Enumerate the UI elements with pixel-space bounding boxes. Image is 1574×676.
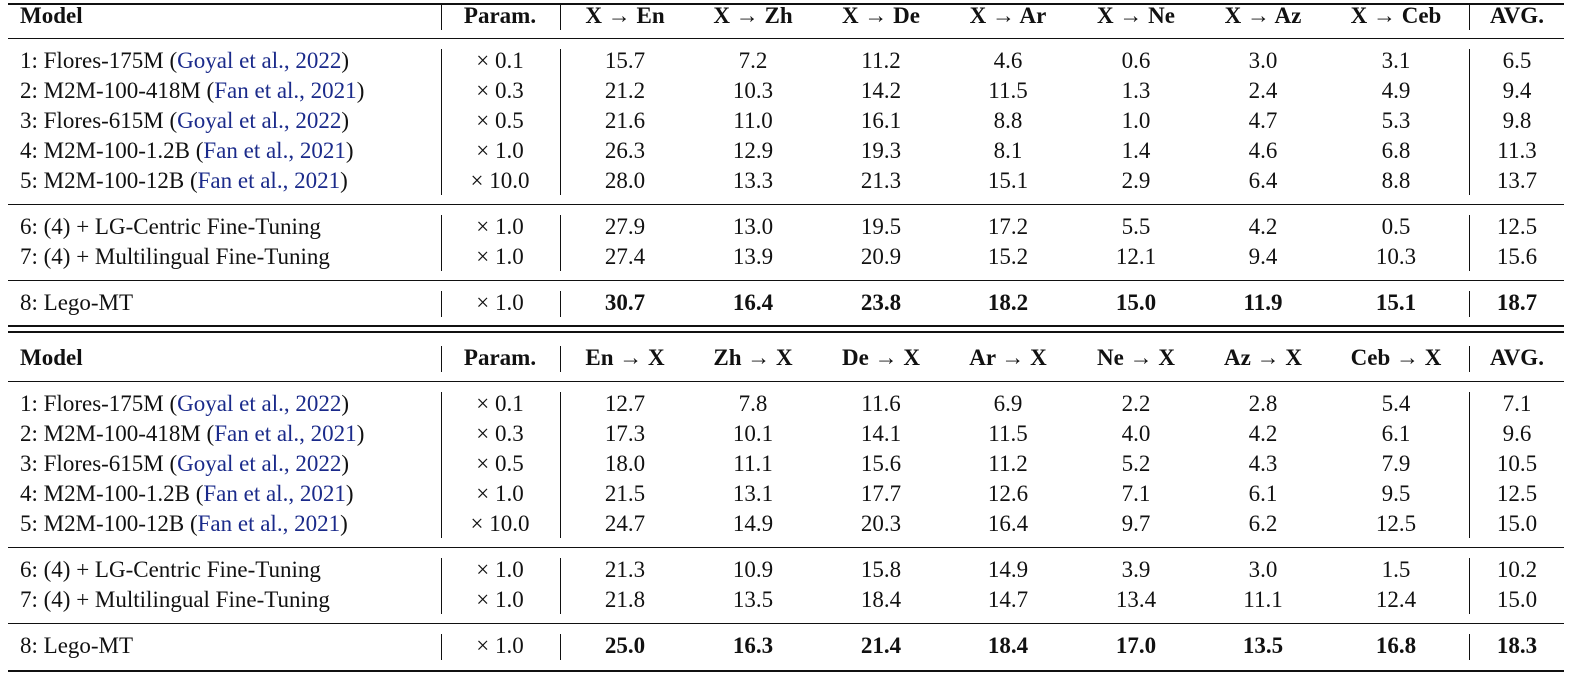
score-value: 15.8 xyxy=(860,557,902,582)
header-col: X → Ne xyxy=(1097,3,1175,28)
avg-value: 7.1 xyxy=(1502,391,1532,416)
avg-value: 9.6 xyxy=(1502,421,1532,446)
table-row xyxy=(0,76,1574,106)
avg-value: 12.5 xyxy=(1496,214,1538,239)
header-col: Ne → X xyxy=(1097,345,1175,370)
model-name xyxy=(20,449,349,479)
header-row xyxy=(0,1,1574,31)
score-value: 30.7 xyxy=(604,290,646,315)
score-value: 0.5 xyxy=(1381,214,1411,239)
table-row xyxy=(0,631,1574,661)
score-value: 14.7 xyxy=(987,587,1029,612)
score-value: 15.1 xyxy=(1375,290,1417,315)
score-value: 10.3 xyxy=(1375,244,1417,269)
score-value: 1.3 xyxy=(1121,78,1151,103)
param-value: × 1.0 xyxy=(476,138,524,163)
score-value: 11.1 xyxy=(1243,587,1283,612)
score-value: 25.0 xyxy=(604,633,646,658)
param-value: × 1.0 xyxy=(476,244,524,269)
group-rule xyxy=(8,547,1564,548)
score-value: 20.3 xyxy=(860,511,902,536)
model-name xyxy=(20,136,354,166)
score-value: 13.4 xyxy=(1115,587,1157,612)
citation-link[interactable]: Goyal et al., 2022 xyxy=(177,108,342,133)
table-row xyxy=(0,555,1574,585)
header-col: En → X xyxy=(585,345,665,370)
citation-link[interactable]: Goyal et al., 2022 xyxy=(177,451,342,476)
header-rule xyxy=(8,381,1564,382)
table-row xyxy=(0,585,1574,615)
column-separator xyxy=(560,346,561,372)
score-value: 0.6 xyxy=(1121,48,1151,73)
score-value: 18.4 xyxy=(860,587,902,612)
score-value: 12.1 xyxy=(1115,244,1157,269)
header-avg: AVG. xyxy=(1490,345,1544,370)
avg-value: 6.5 xyxy=(1502,48,1532,73)
score-value: 1.0 xyxy=(1121,108,1151,133)
column-separator xyxy=(441,4,442,30)
citation-link[interactable]: Fan et al., 2021 xyxy=(203,138,346,163)
citation-close: ) xyxy=(356,421,365,446)
param-value: × 10.0 xyxy=(470,168,530,193)
model-name xyxy=(20,509,348,539)
score-value: 26.3 xyxy=(604,138,646,163)
param-value: × 0.3 xyxy=(476,78,524,103)
score-value: 10.3 xyxy=(732,78,774,103)
model-name xyxy=(20,585,330,615)
column-separator xyxy=(560,291,561,317)
score-value: 11.9 xyxy=(1243,290,1283,315)
param-value: × 0.1 xyxy=(476,48,524,73)
score-value: 27.9 xyxy=(604,214,646,239)
group-rule xyxy=(8,623,1564,624)
score-value: 12.4 xyxy=(1375,587,1417,612)
score-value: 15.2 xyxy=(987,244,1029,269)
column-separator xyxy=(1469,49,1470,195)
table-row xyxy=(0,106,1574,136)
score-value: 3.0 xyxy=(1248,557,1278,582)
score-value: 1.4 xyxy=(1121,138,1151,163)
model-label: 4: M2M-100-1.2B ( xyxy=(20,481,204,506)
avg-value: 9.8 xyxy=(1502,108,1532,133)
header-col: Ar → X xyxy=(969,345,1047,370)
bottom-rule xyxy=(8,331,1564,333)
score-value: 7.2 xyxy=(738,48,768,73)
citation-close: ) xyxy=(341,108,349,133)
param-value: × 1.0 xyxy=(476,214,524,239)
column-separator xyxy=(441,291,442,317)
score-value: 11.5 xyxy=(988,421,1028,446)
table-row xyxy=(0,479,1574,509)
table-row xyxy=(0,242,1574,272)
model-name xyxy=(20,555,321,585)
score-value: 13.3 xyxy=(732,168,774,193)
avg-value: 18.3 xyxy=(1496,633,1538,658)
score-value: 3.9 xyxy=(1121,557,1151,582)
score-value: 15.6 xyxy=(860,451,902,476)
score-value: 9.4 xyxy=(1248,244,1278,269)
score-value: 17.2 xyxy=(987,214,1029,239)
avg-value: 10.2 xyxy=(1496,557,1538,582)
header-avg: AVG. xyxy=(1490,3,1544,28)
citation-close: ) xyxy=(341,391,349,416)
model-label: 5: M2M-100-12B ( xyxy=(20,511,198,536)
score-value: 11.2 xyxy=(988,451,1028,476)
model-label: 1: Flores-175M ( xyxy=(20,48,178,73)
model-label: 2: M2M-100-418M ( xyxy=(20,78,215,103)
score-value: 12.6 xyxy=(987,481,1029,506)
score-value: 11.5 xyxy=(988,78,1028,103)
model-label: 2: M2M-100-418M ( xyxy=(20,421,215,446)
citation-link[interactable]: Goyal et al., 2022 xyxy=(177,48,342,73)
score-value: 14.2 xyxy=(860,78,902,103)
score-value: 16.3 xyxy=(732,633,774,658)
column-separator xyxy=(560,392,561,538)
param-value: × 10.0 xyxy=(470,511,530,536)
score-value: 16.4 xyxy=(987,511,1029,536)
header-col: Az → X xyxy=(1224,345,1302,370)
model-label: 5: M2M-100-12B ( xyxy=(20,168,198,193)
model-label: 3: Flores-615M ( xyxy=(20,451,178,476)
score-value: 13.5 xyxy=(1242,633,1284,658)
score-value: 4.6 xyxy=(1248,138,1278,163)
table-row xyxy=(0,212,1574,242)
score-value: 14.9 xyxy=(732,511,774,536)
citation-close: ) xyxy=(340,511,348,536)
score-value: 9.5 xyxy=(1381,481,1411,506)
score-value: 6.9 xyxy=(993,391,1023,416)
model-label: 7: (4) + Multilingual Fine-Tuning xyxy=(20,244,330,269)
score-value: 14.1 xyxy=(860,421,902,446)
score-value: 12.5 xyxy=(1375,511,1417,536)
column-separator xyxy=(560,634,561,660)
score-value: 16.8 xyxy=(1375,633,1417,658)
score-value: 15.1 xyxy=(987,168,1029,193)
param-value: × 1.0 xyxy=(476,587,524,612)
table-row xyxy=(0,509,1574,539)
score-value: 2.9 xyxy=(1121,168,1151,193)
column-separator xyxy=(1469,634,1470,660)
model-name xyxy=(20,212,321,242)
score-value: 3.1 xyxy=(1381,48,1411,73)
header-param: Param. xyxy=(463,3,537,28)
score-value: 2.4 xyxy=(1248,78,1278,103)
header-param: Param. xyxy=(463,345,537,370)
citation-link[interactable]: Fan et al., 2021 xyxy=(197,511,341,536)
model-name xyxy=(20,479,354,509)
table-row xyxy=(0,166,1574,196)
column-separator xyxy=(1469,215,1470,271)
citation-close: ) xyxy=(340,168,348,193)
column-separator xyxy=(560,4,561,30)
score-value: 2.2 xyxy=(1121,391,1151,416)
score-value: 16.4 xyxy=(732,290,774,315)
score-value: 12.9 xyxy=(732,138,774,163)
citation-close: ) xyxy=(345,481,354,506)
score-value: 13.5 xyxy=(732,587,774,612)
score-value: 2.8 xyxy=(1248,391,1278,416)
column-separator xyxy=(1469,4,1470,30)
param-value: × 1.0 xyxy=(476,481,524,506)
header-col: Zh → X xyxy=(713,345,793,370)
avg-value: 15.6 xyxy=(1496,244,1538,269)
score-value: 4.2 xyxy=(1248,214,1278,239)
header-col: X → Az xyxy=(1224,3,1302,28)
score-value: 18.2 xyxy=(987,290,1029,315)
model-label: 7: (4) + Multilingual Fine-Tuning xyxy=(20,587,330,612)
score-value: 3.0 xyxy=(1248,48,1278,73)
score-value: 18.0 xyxy=(604,451,646,476)
header-model: Model xyxy=(20,3,83,28)
score-value: 21.4 xyxy=(860,633,902,658)
score-value: 4.6 xyxy=(993,48,1023,73)
model-label: 4: M2M-100-1.2B ( xyxy=(20,138,204,163)
score-value: 5.2 xyxy=(1121,451,1151,476)
avg-value: 10.5 xyxy=(1496,451,1538,476)
model-name xyxy=(20,242,330,272)
bottom-rule xyxy=(8,670,1564,672)
citation-link[interactable]: Fan et al., 2021 xyxy=(214,78,357,103)
header-col: Ceb → X xyxy=(1350,345,1442,370)
param-value: × 1.0 xyxy=(476,290,524,315)
column-separator xyxy=(560,558,561,614)
param-value: × 0.5 xyxy=(476,108,524,133)
param-value: × 1.0 xyxy=(476,557,524,582)
avg-value: 12.5 xyxy=(1496,481,1538,506)
table-row xyxy=(0,389,1574,419)
score-value: 8.1 xyxy=(993,138,1023,163)
score-value: 11.2 xyxy=(861,48,901,73)
score-value: 12.7 xyxy=(604,391,646,416)
citation-link[interactable]: Fan et al., 2021 xyxy=(214,421,357,446)
score-value: 21.3 xyxy=(860,168,902,193)
param-value: × 0.3 xyxy=(476,421,524,446)
model-name xyxy=(20,106,349,136)
score-value: 15.7 xyxy=(604,48,646,73)
avg-value: 15.0 xyxy=(1496,511,1538,536)
model-label: 8: Lego-MT xyxy=(20,633,134,658)
score-value: 24.7 xyxy=(604,511,646,536)
model-name xyxy=(20,631,133,661)
column-separator xyxy=(441,392,442,538)
column-separator xyxy=(441,215,442,271)
score-value: 23.8 xyxy=(860,290,902,315)
avg-value: 11.3 xyxy=(1497,138,1537,163)
score-value: 10.9 xyxy=(732,557,774,582)
model-name xyxy=(20,389,349,419)
column-separator xyxy=(1469,291,1470,317)
score-value: 9.7 xyxy=(1121,511,1151,536)
score-value: 7.8 xyxy=(738,391,768,416)
citation-close: ) xyxy=(345,138,354,163)
score-value: 13.0 xyxy=(732,214,774,239)
score-value: 17.7 xyxy=(860,481,902,506)
score-value: 6.4 xyxy=(1248,168,1278,193)
score-value: 21.8 xyxy=(604,587,646,612)
header-row xyxy=(0,343,1574,373)
column-separator xyxy=(1469,346,1470,372)
header-col: X → Zh xyxy=(713,3,793,28)
model-name xyxy=(20,76,364,106)
avg-value: 18.7 xyxy=(1496,290,1538,315)
score-value: 11.0 xyxy=(733,108,773,133)
score-value: 18.4 xyxy=(987,633,1029,658)
score-value: 8.8 xyxy=(1381,168,1411,193)
model-name xyxy=(20,166,348,196)
score-value: 6.1 xyxy=(1248,481,1278,506)
score-value: 4.9 xyxy=(1381,78,1411,103)
score-value: 13.1 xyxy=(732,481,774,506)
group-rule xyxy=(8,204,1564,205)
citation-link[interactable]: Fan et al., 2021 xyxy=(197,168,341,193)
header-col: X → Ceb xyxy=(1350,3,1442,28)
table-row xyxy=(0,288,1574,318)
table-row xyxy=(0,136,1574,166)
score-value: 17.3 xyxy=(604,421,646,446)
score-value: 6.2 xyxy=(1248,511,1278,536)
column-separator xyxy=(560,49,561,195)
score-value: 19.5 xyxy=(860,214,902,239)
citation-close: ) xyxy=(341,48,349,73)
model-label: 8: Lego-MT xyxy=(20,290,134,315)
column-separator xyxy=(441,634,442,660)
citation-close: ) xyxy=(356,78,365,103)
score-value: 5.4 xyxy=(1381,391,1411,416)
header-col: X → Ar xyxy=(969,3,1047,28)
score-value: 15.0 xyxy=(1115,290,1157,315)
citation-link[interactable]: Goyal et al., 2022 xyxy=(177,391,342,416)
score-value: 4.2 xyxy=(1248,421,1278,446)
score-value: 6.8 xyxy=(1381,138,1411,163)
param-value: × 0.5 xyxy=(476,451,524,476)
score-value: 17.0 xyxy=(1115,633,1157,658)
column-separator xyxy=(441,49,442,195)
score-value: 19.3 xyxy=(860,138,902,163)
avg-value: 15.0 xyxy=(1496,587,1538,612)
table-row xyxy=(0,449,1574,479)
column-separator xyxy=(560,215,561,271)
bottom-rule xyxy=(8,325,1564,327)
score-value: 21.5 xyxy=(604,481,646,506)
model-name xyxy=(20,46,349,76)
table-row xyxy=(0,419,1574,449)
score-value: 5.5 xyxy=(1121,214,1151,239)
score-value: 5.3 xyxy=(1381,108,1411,133)
score-value: 7.1 xyxy=(1121,481,1151,506)
score-value: 21.6 xyxy=(604,108,646,133)
score-value: 4.0 xyxy=(1121,421,1151,446)
score-value: 13.9 xyxy=(732,244,774,269)
header-model: Model xyxy=(20,345,83,370)
score-value: 16.1 xyxy=(860,108,902,133)
citation-link[interactable]: Fan et al., 2021 xyxy=(203,481,346,506)
model-label: 6: (4) + LG-Centric Fine-Tuning xyxy=(20,557,321,582)
header-col: De → X xyxy=(842,345,920,370)
citation-close: ) xyxy=(341,451,349,476)
model-name xyxy=(20,288,133,318)
group-rule xyxy=(8,280,1564,281)
column-separator xyxy=(441,558,442,614)
score-value: 1.5 xyxy=(1381,557,1411,582)
header-col: X → De xyxy=(842,3,920,28)
column-separator xyxy=(1469,558,1470,614)
table-row xyxy=(0,46,1574,76)
score-value: 21.3 xyxy=(604,557,646,582)
score-value: 11.6 xyxy=(861,391,901,416)
header-col: X → En xyxy=(585,3,665,28)
score-value: 20.9 xyxy=(860,244,902,269)
model-label: 1: Flores-175M ( xyxy=(20,391,178,416)
model-label: 3: Flores-615M ( xyxy=(20,108,178,133)
model-name xyxy=(20,419,364,449)
score-value: 27.4 xyxy=(604,244,646,269)
score-value: 7.9 xyxy=(1381,451,1411,476)
score-value: 14.9 xyxy=(987,557,1029,582)
score-value: 28.0 xyxy=(604,168,646,193)
score-value: 10.1 xyxy=(732,421,774,446)
param-value: × 1.0 xyxy=(476,633,524,658)
score-value: 11.1 xyxy=(733,451,773,476)
avg-value: 9.4 xyxy=(1502,78,1532,103)
param-value: × 0.1 xyxy=(476,391,524,416)
score-value: 4.7 xyxy=(1248,108,1278,133)
avg-value: 13.7 xyxy=(1496,168,1538,193)
model-label: 6: (4) + LG-Centric Fine-Tuning xyxy=(20,214,321,239)
header-rule xyxy=(8,38,1564,39)
score-value: 6.1 xyxy=(1381,421,1411,446)
column-separator xyxy=(1469,392,1470,538)
score-value: 8.8 xyxy=(993,108,1023,133)
score-value: 21.2 xyxy=(604,78,646,103)
column-separator xyxy=(441,346,442,372)
score-value: 4.3 xyxy=(1248,451,1278,476)
